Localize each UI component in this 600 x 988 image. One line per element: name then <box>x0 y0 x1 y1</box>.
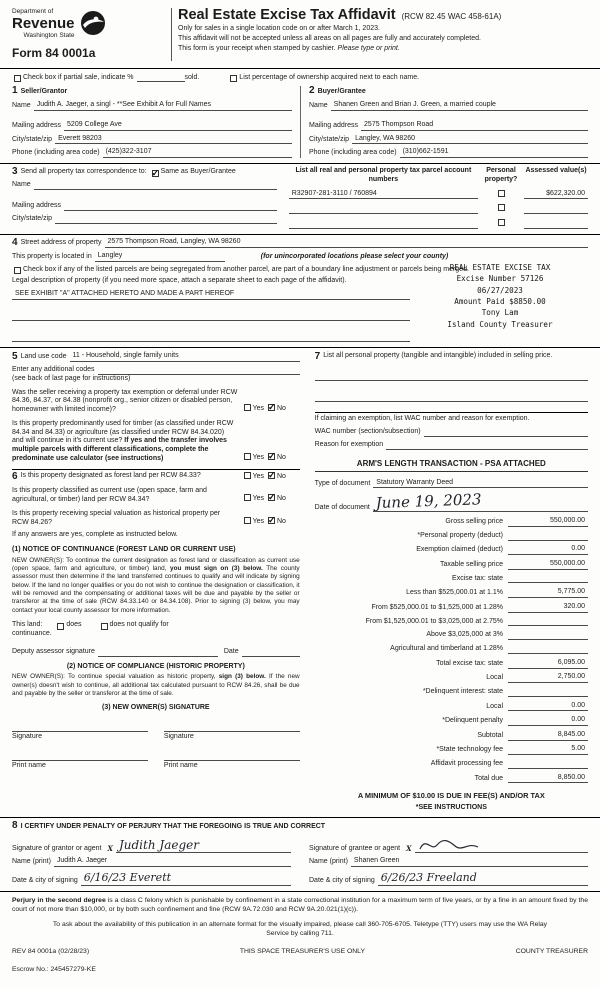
new-owner-signature-field-2[interactable] <box>164 721 300 732</box>
fin-row-total-excise-state: Total excise tax: state 6,095.00 <box>315 659 588 669</box>
notice-1-body <box>12 557 300 615</box>
s7-heading: List all personal property (tangible and intangible) included in selling price. <box>323 351 553 359</box>
grantee-x-mark: X <box>406 843 412 853</box>
treasurer-space-label: THIS SPACE TREASURER'S USE ONLY <box>239 948 365 956</box>
segregated-label: Check box if any of the listed parcels are being segregated from another parcel, are part of a boundary line adjustment or parcels being merged. <box>23 265 469 273</box>
right-column <box>309 352 588 813</box>
county-treasurer-label: COUNTY TREASURER <box>515 948 588 956</box>
perjury-rest: is a class C felony which is punishable by confinement in a state correctional institution for a maximum term of five years, or by a fine in an amount fixed by the court of not more than $10,000, or by both such confinement and fine (RCW 9A.72.030 and RCW 9A.20.021(1)(c)). <box>12 897 588 913</box>
grantee-date-label: Date & city of signing <box>309 877 375 885</box>
s6-question-1 <box>12 472 300 483</box>
buyer-city-value[interactable]: Langley, WA 98260 <box>352 135 588 145</box>
wac-number-field[interactable] <box>424 428 588 437</box>
seller-phone-value[interactable]: (425)322-3107 <box>103 148 292 158</box>
buyer-phone-label: Phone (including area code) <box>309 149 397 157</box>
land-does-not-checkbox[interactable] <box>101 623 108 630</box>
new-owner-signatures <box>12 721 300 771</box>
deputy-date-label: Date <box>223 647 239 655</box>
parcel-numbers-header: List all real and personal property tax parcel account numbers <box>295 167 472 183</box>
fin-value-exemption-claimed[interactable]: 0.00 <box>508 545 588 555</box>
street-address-label: Street address of property <box>20 239 102 246</box>
if-yes-note: If any answers are yes, complete as instructed below. <box>12 531 178 539</box>
s6q3-no-label: No <box>277 517 286 525</box>
grantor-date-label: Date & city of signing <box>12 877 78 885</box>
corr-city-label: City/state/zip <box>12 215 53 223</box>
form-number: Form 84 0001a <box>12 46 96 61</box>
ownership-percent-checkbox[interactable] <box>230 75 237 82</box>
parcel-number-field-3[interactable] <box>289 220 478 229</box>
stamp-excise-number: Excise Number 57126 <box>456 274 544 284</box>
s6q1-no-label: No <box>277 472 286 480</box>
fin-row-excise-tax-state: Excise tax: state <box>315 574 588 583</box>
located-in-label: This property is located in <box>12 252 92 260</box>
buyer-address-value[interactable]: 2575 Thompson Road <box>361 121 588 131</box>
divider <box>315 412 588 413</box>
seller-section <box>12 86 300 158</box>
header-note-3b: Please type or print. <box>337 45 400 53</box>
notice-1-body-a: NEW OWNER(S): To continue the current designation as forest land or classification as current use (open space, farm and agriculture, or timber) land, <box>12 556 300 573</box>
print-name-label-1: Print name <box>12 761 46 769</box>
exemption-reason-field[interactable] <box>386 441 588 450</box>
grantee-signature-scribble <box>418 839 480 852</box>
page-title: Real Estate Excise Tax Affidavit <box>178 7 396 23</box>
legal-description-label: Legal description of property (if you need more space, attach a separate sheet to each page of the affidavit). <box>12 277 347 285</box>
s6q1-no-checkbox[interactable] <box>268 472 275 479</box>
parcel-row-3 <box>289 219 588 229</box>
seller-city-label: City/state/zip <box>12 135 53 143</box>
divider <box>0 234 600 235</box>
land-use-value[interactable]: 11 - Household, single family units <box>70 352 300 362</box>
this-land-label: This land: <box>12 621 43 629</box>
fin-value-tier-4[interactable] <box>508 631 588 640</box>
stamp-treasurer-title: Island County Treasurer <box>447 319 553 329</box>
s6q1-yes-label: Yes <box>252 472 265 480</box>
s5-q2-text-a: Is this property predominantly used for timber (as classified under RCW 84.34 and 84.33) or agriculture (as classified under RCW 84.34.020) and will continue in it's current use? <box>12 419 234 445</box>
middle-columns <box>12 352 588 813</box>
perjury-paragraph <box>12 897 588 915</box>
fin-row-delinquent-interest-state: *Delinquent interest: state <box>315 688 588 697</box>
s6q3-yes-label: Yes <box>252 517 265 525</box>
section-3-number: 3 <box>12 166 18 177</box>
header-note-2: This affidavit will not be accepted unless all areas on all pages are fully and accurately completed. <box>178 34 481 42</box>
land-does-not-label: does not qualify for <box>109 621 169 629</box>
section-1-number: 1 <box>12 85 18 97</box>
divider <box>0 891 600 892</box>
deputy-signature-label: Deputy assessor signature <box>12 647 95 655</box>
new-owner-printname-field-2[interactable] <box>164 750 300 761</box>
seller-name-value[interactable]: Judith A. Jaeger, a singl - **See Exhibit A for Full Names <box>34 101 292 111</box>
s5q1-yes-checkbox[interactable] <box>244 404 251 411</box>
escrow-number: Escrow No.: 245457279-KE <box>12 965 96 973</box>
s5q2-yes-checkbox[interactable] <box>244 453 251 460</box>
legal-description-value[interactable]: SEE EXHIBIT "A" ATTACHED HERETO AND MADE A PART HEREOF <box>12 290 410 300</box>
s6-question-3 <box>12 510 300 528</box>
fin-row-tier-3: From $1,525,000.01 to $3,025,000 at 2.75% <box>315 617 588 626</box>
document-date-handwriting: June 19, 2023 <box>375 489 482 512</box>
s6q3-yes-checkbox[interactable] <box>244 517 251 524</box>
seller-name-label: Name <box>12 102 31 109</box>
grantee-signature-field[interactable] <box>415 839 588 853</box>
partial-sale-label: Check box if partial sale, indicate % <box>23 73 134 81</box>
fin-value-agricultural[interactable] <box>508 645 588 654</box>
fin-row-agricultural: Agricultural and timberland at 1.28% <box>315 645 588 654</box>
additional-codes-note: (see back of last page for instructions) <box>12 374 131 382</box>
fin-value-taxable-selling-price[interactable]: 550,000.00 <box>508 560 588 570</box>
land-qualify-row <box>12 621 300 630</box>
fin-value-delinquent-interest-state[interactable] <box>508 688 588 697</box>
fin-value-local[interactable]: 2,750.00 <box>508 673 588 683</box>
continuance-label: continuance. <box>12 629 52 637</box>
s5q2-no-checkbox[interactable] <box>268 453 275 460</box>
notice-2-body-bold: sign (3) below. <box>218 673 266 681</box>
seller-heading: Seller/Grantor <box>20 88 68 96</box>
grantor-signature-label: Signature of grantor or agent <box>12 844 102 852</box>
buyer-phone-value[interactable]: (310)662-1591 <box>400 148 588 158</box>
s6q1-yes-checkbox[interactable] <box>244 472 251 479</box>
additional-codes-field[interactable] <box>98 366 300 375</box>
stamp-title: REAL ESTATE EXCISE TAX <box>449 262 551 272</box>
notice-2-body <box>12 673 300 698</box>
land-does-checkbox[interactable] <box>57 623 64 630</box>
grantee-date-handwriting: 6/26/23 Freeland <box>380 871 477 885</box>
fin-row-tier-1: Less than $525,000.01 at 1.1% 5,775.00 <box>315 588 588 598</box>
exemption-reason-label: Reason for exemption <box>314 440 384 448</box>
parcel-number-field-2[interactable] <box>289 205 478 214</box>
stamp-cashier-name: Tony Lam <box>481 308 519 318</box>
fin-value-excise-tax-state[interactable] <box>508 574 588 583</box>
ownership-percent-label: List percentage of ownership acquired next to each name. <box>239 73 420 81</box>
personal-property-checkbox-2[interactable] <box>498 204 505 211</box>
fin-row-state-technology-fee: *State technology fee 5.00 <box>315 745 588 755</box>
parties-section <box>12 86 588 158</box>
s5-q1-text: Was the seller receiving a property tax exemption or deferral under RCW 84.36, 84.37, or 84.38 (nonprofit org., senior citizen or disabled person, homeowner with limited income)? <box>12 388 238 413</box>
fin-row-tier-4: Above $3,025,000 at 3% <box>315 631 588 640</box>
notice-2-body-b: If the new owner(s) doesn't wish to continue, all additional tax calculated pursuant to RCW 84.26, shall be due and payable by the seller or transferor at the time of sale. <box>12 673 300 697</box>
partial-sale-checkbox[interactable] <box>14 75 21 82</box>
document-date-label: Date of document <box>314 503 370 511</box>
divider <box>0 68 600 69</box>
alternate-format-note: To ask about the availability of this publication in an alternate format for the visually impaired, please call 360-705-6705. Teletype (TTY) users may use the WA Relay Service by calling 711. <box>52 920 548 937</box>
unincorporated-note: (for unincorporated locations please select your county) <box>260 252 449 260</box>
section-7-number: 7 <box>314 350 321 362</box>
s5q1-yes-label: Yes <box>252 405 265 412</box>
corr-name-field[interactable] <box>34 181 277 190</box>
property-location-section <box>12 238 588 342</box>
notice-1-body-b: The county assessor must then determine if the land transferred continues to qualify and will indicate by signing below. If the land no longer qualifies or you do not wish to continue the designation or classification, it will be removed and the compensating or additional taxes will be due and payable by the seller or transferor at the time of sale (RCW 84.33.140 or 84.34.108). Prior to signing (3) below, you may contact your local county assessor for more information. <box>12 565 300 614</box>
divider <box>0 817 600 818</box>
s5-q2-text-b: If yes and the transfer involves multiple parcels with different classifications, complete the predominate use calculator (see instructions) <box>12 437 227 462</box>
corr-address-label: Mailing address <box>12 202 62 210</box>
s6q3-no-checkbox[interactable] <box>268 517 275 524</box>
seller-phone-label: Phone (including area code) <box>12 149 100 157</box>
fin-row-gross-selling-price: Gross selling price 550,000.00 <box>315 517 588 527</box>
section-2-number: 2 <box>309 85 315 97</box>
s5-question-2 <box>12 420 300 464</box>
perjury-lead: Perjury in the second degree <box>12 897 106 905</box>
divider <box>0 163 600 164</box>
grantor-signature-block <box>12 833 291 886</box>
fin-row-local: Local 2,750.00 <box>315 673 588 683</box>
parcel-table <box>283 167 588 229</box>
fin-value-total-due[interactable]: 8,850.00 <box>508 774 588 784</box>
fin-value-state-technology-fee[interactable]: 5.00 <box>508 745 588 755</box>
header-note-1: Only for sales in a single location code on or after March 1, 2023. <box>178 24 380 32</box>
section-5-number: 5 <box>12 350 18 362</box>
minimum-fee-note: A MINIMUM OF $10.00 IS DUE IN FEE(S) AND/OR TAX <box>357 791 545 801</box>
grantee-date-field[interactable] <box>378 871 588 886</box>
deputy-date-field[interactable] <box>242 648 300 657</box>
fin-value-total-excise-state[interactable]: 6,095.00 <box>508 659 588 669</box>
fin-value-tier-2[interactable]: 320.00 <box>508 603 588 613</box>
header-note-3a: This form is your receipt when stamped by cashier. <box>178 45 336 53</box>
seller-city-value[interactable]: Everett 98203 <box>55 135 292 145</box>
print-name-label-2: Print name <box>163 761 198 769</box>
s6q2-yes-checkbox[interactable] <box>244 494 251 501</box>
fin-row-exemption-claimed: Exemption claimed (deduct) 0.00 <box>315 545 588 555</box>
personal-property-line-2[interactable] <box>315 393 588 402</box>
land-does-label: does <box>66 621 82 629</box>
fin-row-taxable-selling-price: Taxable selling price 550,000.00 <box>315 560 588 570</box>
section-4-number: 4 <box>12 236 18 248</box>
assessed-value-1[interactable]: $622,320.00 <box>524 190 588 200</box>
buyer-section <box>300 86 588 158</box>
s5-q2-text <box>12 420 242 464</box>
partial-percent-field[interactable] <box>137 73 185 82</box>
grantee-printname-value[interactable]: Shanen Green <box>351 857 588 867</box>
fin-row-delinquent-interest-local: Local 0.00 <box>315 702 588 712</box>
s5q2-yes-label: Yes <box>252 453 265 461</box>
s5q1-no-checkbox[interactable] <box>268 404 275 411</box>
rcw-reference: (RCW 82.45 WAC 458-61A) <box>401 12 502 21</box>
additional-codes-label: Enter any additional codes <box>12 366 95 373</box>
divider <box>0 347 600 348</box>
s6q2-no-checkbox[interactable] <box>268 494 275 501</box>
grantor-signature-field[interactable] <box>116 839 291 854</box>
buyer-name-label: Name <box>309 102 328 109</box>
sold-label: sold. <box>184 73 200 81</box>
dept-state-label: Washington State <box>23 32 75 40</box>
buyer-address-label: Mailing address <box>309 121 359 129</box>
fin-value-tier-3[interactable] <box>508 617 588 626</box>
grantor-printname-value[interactable]: Judith A. Jaeger <box>54 857 291 867</box>
certify-statement: I CERTIFY UNDER PENALTY OF PERJURY THAT THE FOREGOING IS TRUE AND CORRECT <box>20 822 326 830</box>
signature-label-2: Signature <box>163 733 194 741</box>
s6q2-yes-label: Yes <box>252 495 265 502</box>
section-8-number: 8 <box>12 820 18 832</box>
corr-name-label: Name <box>12 181 31 189</box>
notice-3-title: (3) NEW OWNER(S) SIGNATURE <box>102 704 210 712</box>
land-use-label: Land use code <box>20 353 67 360</box>
document-type-value[interactable]: Statutory Warranty Deed <box>373 479 588 489</box>
buyer-city-label: City/state/zip <box>309 135 350 143</box>
assessed-value-field-2[interactable] <box>524 205 588 214</box>
s6q2-no-label: No <box>277 495 286 502</box>
s6-question-2 <box>12 487 300 505</box>
s6-q2-text: Is this property classified as current use (open space, farm and agricultural, or timber) land per RCW 84.34? <box>12 487 207 503</box>
left-column <box>12 352 309 813</box>
fin-value-personal-property-deduct[interactable] <box>508 532 588 541</box>
fin-row-subtotal: Subtotal 8,845.00 <box>315 731 588 741</box>
tax-computation <box>315 517 588 783</box>
signature-label-1: Signature <box>12 733 42 741</box>
document-type-label: Type of document <box>314 479 371 487</box>
fin-row-tier-2: From $525,000.01 to $1,525,000 at 1.28% 320.00 <box>315 603 588 613</box>
fin-row-affidavit-processing-fee: Affidavit processing fee <box>315 760 588 769</box>
section-6-number: 6 <box>12 470 18 482</box>
correspondence-parcel-section <box>12 167 588 229</box>
grantor-date-handwriting: 6/16/23 Everett <box>83 871 172 885</box>
parcel-row-1 <box>289 190 588 200</box>
partial-sale-row <box>12 73 588 82</box>
stamp-date: 06/27/2023 <box>477 285 523 295</box>
parcel-number-value[interactable]: R32907-281-3110 / 760894 <box>289 190 478 200</box>
new-owner-printname-field-1[interactable] <box>12 750 148 761</box>
stamp-amount-paid: Amount Paid $8850.00 <box>454 296 546 306</box>
s6-q3-text: Is this property receiving special valuation as historical property per RCW 84.26? <box>12 509 221 526</box>
personal-property-checkbox-1[interactable] <box>498 190 505 197</box>
deputy-signature-field[interactable] <box>98 648 218 657</box>
dept-of-label: Department of <box>12 8 54 15</box>
fin-value-gross-selling-price[interactable]: 550,000.00 <box>508 517 588 527</box>
grantee-printname-label: Name (print) <box>309 858 348 866</box>
personal-property-line-1[interactable] <box>315 372 588 381</box>
new-owner-signature-field-1[interactable] <box>12 721 148 732</box>
street-address-value[interactable]: 2575 Thompson Road, Langley, WA 98260 <box>105 238 589 248</box>
seller-address-value[interactable]: 5209 College Ave <box>64 121 292 131</box>
corr-address-field[interactable] <box>64 202 277 211</box>
same-as-buyer-checkbox[interactable] <box>152 170 159 177</box>
form-header <box>12 8 588 63</box>
buyer-name-value[interactable]: Shanen Green and Brian J. Green, a married couple <box>331 101 588 111</box>
grantor-printname-label: Name (print) <box>12 858 51 866</box>
agency-block <box>12 8 172 61</box>
fin-value-tier-1[interactable]: 5,775.00 <box>508 588 588 598</box>
grantee-signature-block <box>309 833 588 886</box>
seller-address-label: Mailing address <box>12 121 62 129</box>
s6-q1-text-wrap <box>12 472 242 483</box>
notice-1-body-bold: you must sign on (3) below. <box>170 565 263 573</box>
footer-row <box>12 948 588 956</box>
personal-property-checkbox-3[interactable] <box>498 219 505 226</box>
grantor-signature-handwriting: Judith Jaeger <box>118 837 199 852</box>
treasurer-stamp <box>414 262 586 330</box>
header-note-3 <box>178 45 588 54</box>
personal-property-header: Personal property? <box>484 167 518 183</box>
fin-row-delinquent-penalty: *Delinquent penalty 0.00 <box>315 716 588 726</box>
exemption-note: If claiming an exemption, list WAC number and reason for exemption. <box>314 414 530 422</box>
notice-2-body-a: NEW OWNER(S): To continue special valuation as historic property, <box>12 673 216 681</box>
wac-number-label: WAC number (section/subsection) <box>314 427 421 435</box>
located-in-value[interactable]: Langley <box>95 252 225 262</box>
send-correspondence-label: Send all property tax correspondence to: <box>20 168 147 176</box>
legal-description-line-2[interactable] <box>12 312 410 321</box>
document-date-value[interactable] <box>373 489 588 513</box>
revenue-logo-icon <box>80 10 106 36</box>
certification-section <box>12 821 588 886</box>
legal-description-line-3[interactable] <box>12 333 410 342</box>
arms-length-note: ARM'S LENGTH TRANSACTION - PSA ATTACHED <box>315 459 588 472</box>
assessed-value-field-3[interactable] <box>524 220 588 229</box>
s5q1-no-label: No <box>277 405 286 412</box>
segregated-checkbox[interactable] <box>14 267 21 274</box>
divider <box>12 469 300 470</box>
assessed-value-header: Assessed value(s) <box>525 167 587 174</box>
corr-city-field[interactable] <box>55 215 277 224</box>
rev-number: REV 84 0001a (02/28/23) <box>12 948 90 956</box>
fin-value-delinquent-interest-local[interactable]: 0.00 <box>508 702 588 712</box>
notice-2-title: (2) NOTICE OF COMPLIANCE (HISTORIC PROPERTY) <box>66 662 245 670</box>
buyer-heading: Buyer/Grantee <box>317 88 366 96</box>
s5q2-no-label: No <box>277 453 286 461</box>
s5-question-1 <box>12 389 300 415</box>
s6-q1-text: Is this property designated as forest land per RCW 84.33? <box>20 471 201 479</box>
fin-value-affidavit-processing-fee[interactable] <box>508 760 588 769</box>
fin-row-personal-property-deduct: *Personal property (deduct) <box>315 532 588 541</box>
fin-value-subtotal[interactable]: 8,845.00 <box>508 731 588 741</box>
grantor-x-mark: X <box>107 843 113 853</box>
s7-heading-row <box>315 352 588 362</box>
fin-row-total-due: Total due 8,850.00 <box>315 774 588 784</box>
grantor-date-field[interactable] <box>81 871 291 886</box>
see-instructions-note: *SEE INSTRUCTIONS <box>415 803 487 811</box>
dept-name: Revenue <box>12 15 75 33</box>
parcel-row-2 <box>289 204 588 214</box>
same-as-buyer-label: Same as Buyer/Grantee <box>160 168 236 176</box>
grantee-signature-label: Signature of grantee or agent <box>309 844 401 852</box>
deputy-assessor-row <box>12 648 300 657</box>
fin-value-delinquent-penalty[interactable]: 0.00 <box>508 716 588 726</box>
notice-1-title: (1) NOTICE OF CONTINUANCE (FOREST LAND OR CURRENT USE) <box>12 546 236 553</box>
